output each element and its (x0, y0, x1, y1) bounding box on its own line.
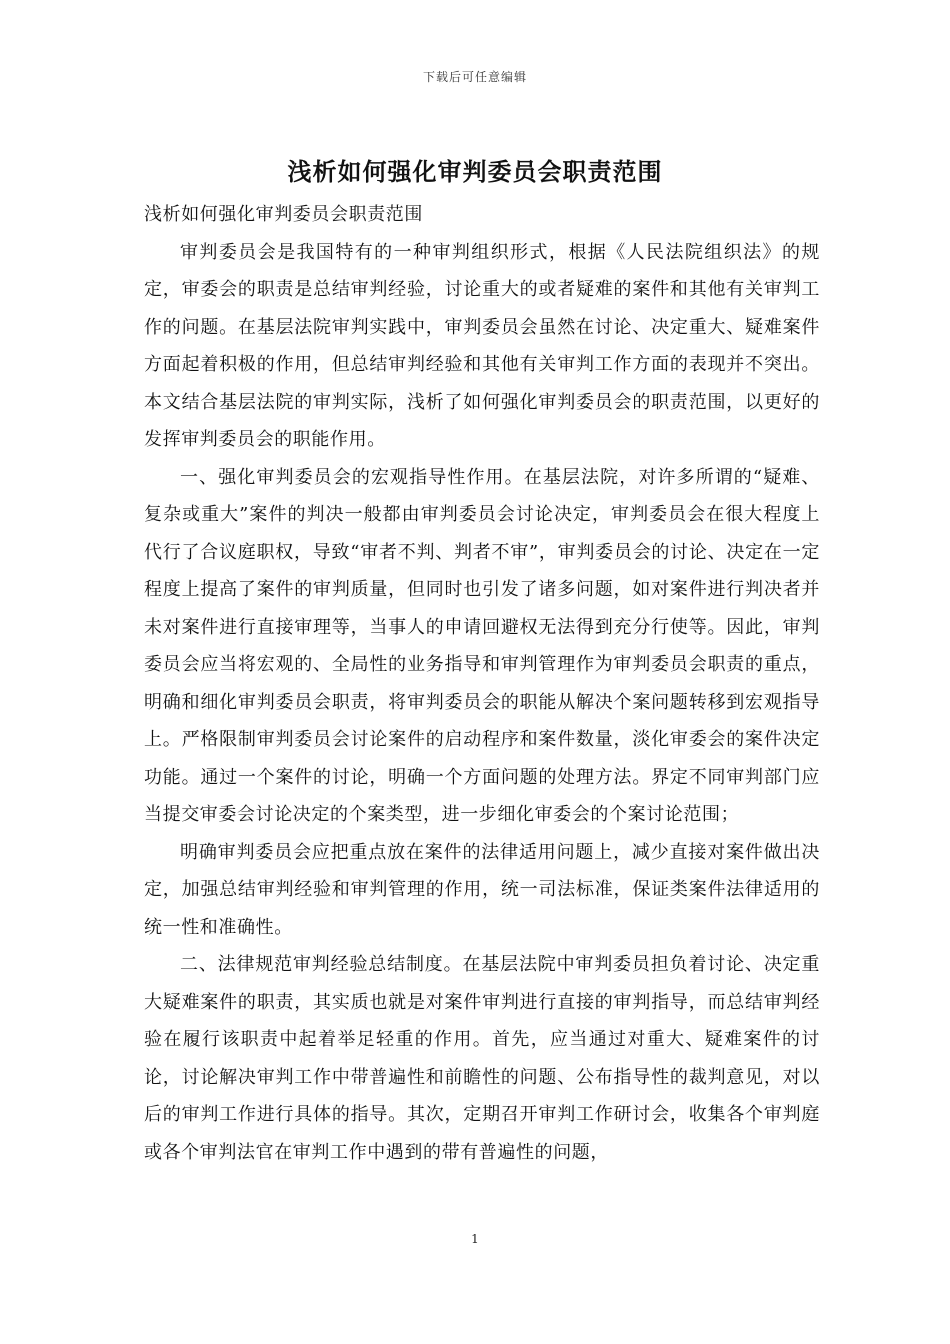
page-number: 1 (471, 1232, 479, 1246)
body-paragraph: 二、法律规范审判经验总结制度。在基层法院中审判委员担负着讨论、决定重大疑难案件的职责，其实质也就是对案件审判进行直接的审判指导，而总结审判经验在履行该职责中起着举足轻重的作用。首先，应当通过对重大、疑难案件的讨论，讨论解决审判工作中带普遍性和前瞻性的问题、公布指导性的裁判意见，对以后的审判工作进行具体的指导。其次，定期召开审判工作研讨会，收集各个审判庭或各个审判法官在审判工作中遇到的带有普遍性的问题， (144, 954, 820, 1163)
document-title: 浅析如何强化审判委员会职责范围 (287, 157, 663, 186)
body-paragraph: 一、强化审判委员会的宏观指导性作用。在基层法院，对许多所谓的“疑难、复杂或重大”案件的判决一般都由审判委员会讨论决定，审判委员会在很大程度上代行了合议庭职权，导致“审者不判、判者不审”，审判委员会的讨论、决定在一定程度上提高了案件的审判质量，但同时也引发了诸多问题，如对案件进行判决者并未对案件进行直接审理等，当事人的申请回避权无法得到充分行使等。因此，审判委员会应当将宏观的、全局性的业务指导和审判管理作为审判委员会职责的重点，明确和细化审判委员会职责，将审判委员会的职能从解决个案问题转移到宏观指导上。严格限制审判委员会讨论案件的启动程序和案件数量，淡化审委会的案件决定功能。通过一个案件的讨论，明确一个方面问题的处理方法。界定不同审判部门应当提交审委会讨论决定的个案类型，进一步细化审委会的个案讨论范围； (144, 466, 820, 825)
document-body (144, 196, 820, 1171)
body-paragraph: 审判委员会是我国特有的一种审判组织形式，根据《人民法院组织法》的规定，审委会的职责是总结审判经验，讨论重大的或者疑难的案件和其他有关审判工作的问题。在基层法院审判实践中，审判委员会虽然在讨论、决定重大、疑难案件方面起着积极的作用，但总结审判经验和其他有关审判工作方面的表现并不突出。本文结合基层法院的审判实际，浅析了如何强化审判委员会的职责范围，以更好的发挥审判委员会的职能作用。 (144, 241, 820, 450)
header-note: 下载后可任意编辑 (422, 70, 527, 84)
subtitle-paragraph: 浅析如何强化审判委员会职责范围 (144, 204, 423, 225)
body-paragraph: 明确审判委员会应把重点放在案件的法律适用问题上，减少直接对案件做出决定，加强总结审判经验和审判管理的作用，统一司法标准，保证类案件法律适用的统一性和准确性。 (144, 841, 820, 938)
